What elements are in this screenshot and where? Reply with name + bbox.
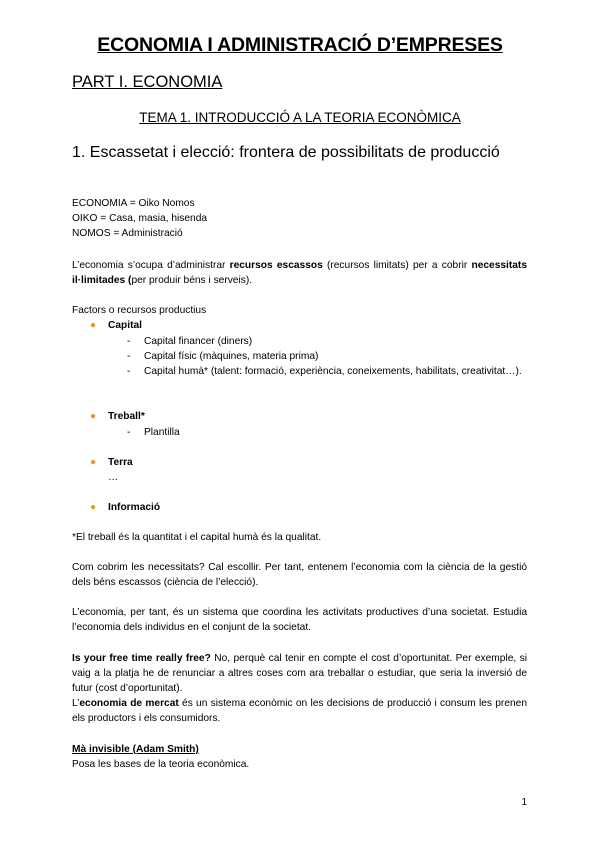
paragraph-mercat: L’economia de mercat és un sistema econòmic on les decisions de producció i consum les prenen els productors i els consumidors. [72, 698, 527, 725]
document-title: ECONOMIA I ADMINISTRACIÓ D’EMPRESES [97, 34, 503, 56]
factor-label: Terra [108, 457, 133, 468]
factor-label: Treball* [108, 411, 145, 422]
factor-label: Capital [108, 320, 142, 331]
ma-invisible-text: Posa les bases de la teoria econòmica. [72, 759, 250, 770]
factor-subitem: Capital humà* (talent: formació, experiència, coneixements, habilitats, creativitat…). [144, 366, 522, 377]
bullet-icon: ● [90, 411, 97, 422]
dash-icon: - [127, 427, 131, 438]
factor-subitem: Capital físic (màquines, materia prima) [144, 351, 319, 362]
bullet-icon: ● [90, 320, 97, 331]
tema-heading: TEMA 1. INTRODUCCIÓ A LA TEORIA ECONÒMICA [139, 110, 461, 125]
etymology-line: ECONOMIA = Oiko Nomos [72, 198, 195, 209]
factor-subitem: Plantilla [144, 427, 180, 438]
factor-label: Informació [108, 502, 161, 513]
dash-icon: - [127, 366, 131, 377]
ma-invisible-heading: Mà invisible (Adam Smith) [72, 744, 199, 755]
paragraph-sistema: L’economia, per tant, és un sistema que coordina les activitats productives d’una societat. Estudia l’economia dels individus en el conjunt de la societat. [72, 607, 527, 634]
footnote: *El treball és la quantitat i el capital humà és la qualitat. [72, 532, 322, 543]
paragraph-free-time: Is your free time really free? No, perquè cal tenir en compte el cost d’oportunitat. Per exemple, si vaig a la platja he de renunciar a altres coses com ara treballar o estudiar, que seria la inversió de futur (cost d’oportunitat). [72, 653, 527, 695]
dash-icon: - [127, 351, 131, 362]
page-number: 1 [521, 797, 527, 808]
bullet-icon: ● [90, 457, 97, 468]
factor-note: … [108, 472, 119, 483]
bullet-icon: ● [90, 502, 97, 513]
etymology-line: NOMOS = Administració [72, 228, 183, 239]
section-heading: 1. Escassetat i elecció: frontera de possibilitats de producció [72, 144, 500, 161]
factor-subitem: Capital financer (diners) [144, 336, 253, 347]
part-heading: PART I. ECONOMIA [72, 73, 223, 91]
dash-icon: - [127, 336, 131, 347]
intro-paragraph: L’economia s’ocupa d’administrar recursos escassos (recursos limitats) per a cobrir necessitats il·limitades (per produir béns i serveis). [72, 260, 527, 287]
paragraph-necessitats: Com cobrim les necessitats? Cal escollir. Per tant, entenem l’economia com la ciència de la gestió dels béns escassos (ciència de l’elecció). [72, 562, 527, 589]
etymology-line: OIKO = Casa, masia, hisenda [72, 213, 208, 224]
factors-heading: Factors o recursos productius [72, 305, 207, 316]
